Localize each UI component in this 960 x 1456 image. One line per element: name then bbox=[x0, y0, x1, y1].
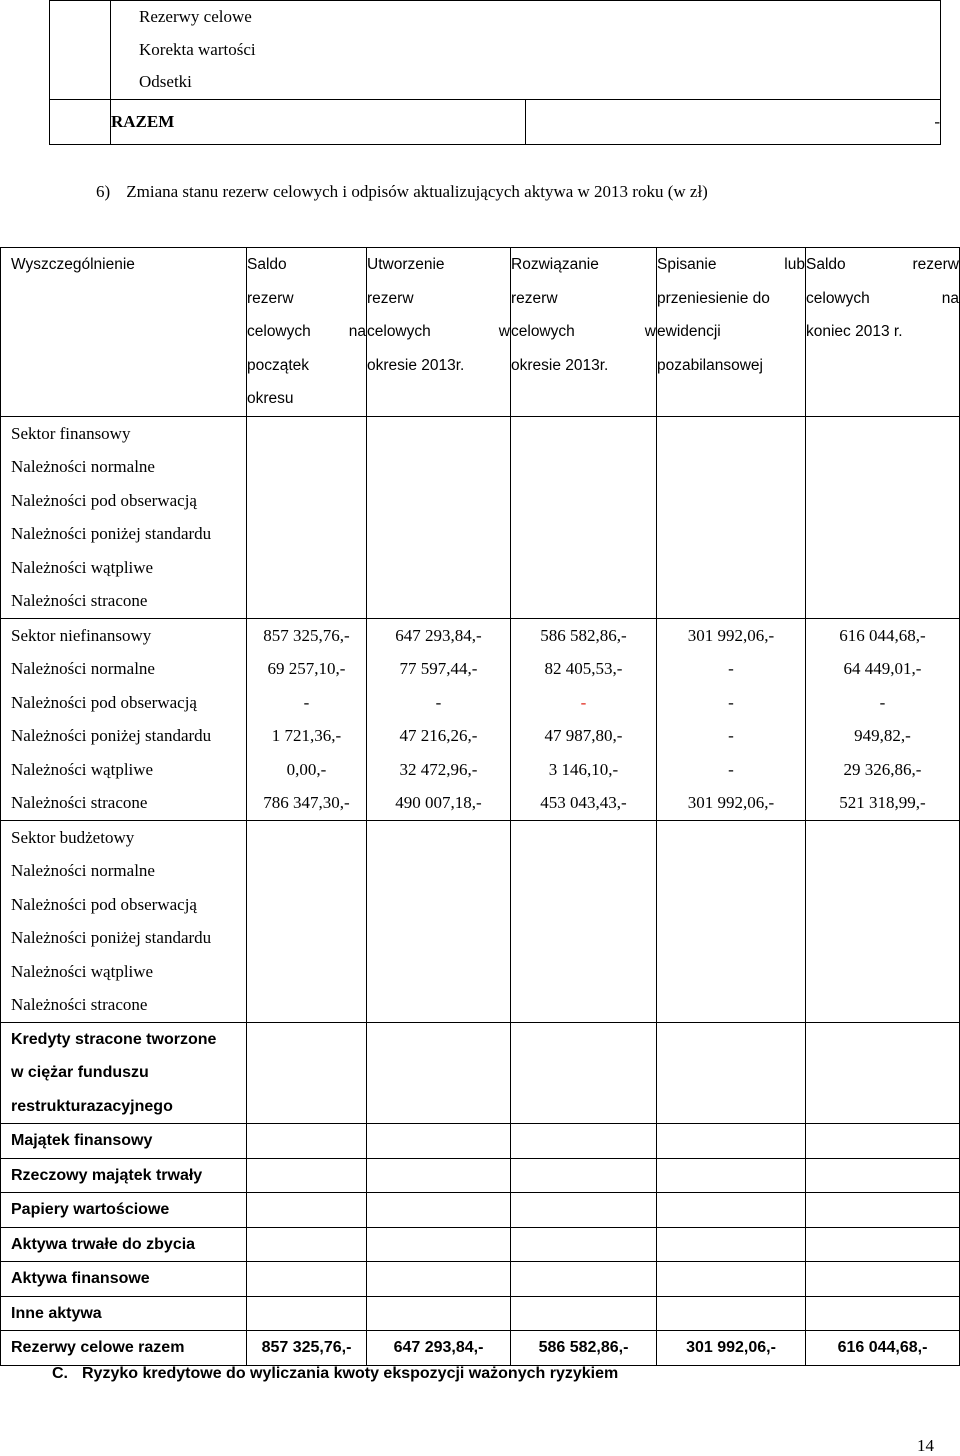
list-item: Korekta wartości bbox=[139, 39, 256, 59]
header-row bbox=[1, 248, 960, 417]
reserves-summary-table bbox=[49, 0, 941, 145]
section-number: 6) bbox=[96, 182, 111, 201]
table-row bbox=[1, 618, 960, 820]
reserves-list-cell bbox=[111, 1, 941, 100]
section-heading bbox=[96, 176, 708, 208]
table-row: Majątek finansowy bbox=[1, 1124, 960, 1159]
header-cell: Rozwiązanie rezerw celowych w okresie 2013r. bbox=[511, 248, 657, 417]
row-labels: Kredyty stracone tworzone w ciężar funduszu restrukturazacyjnego bbox=[1, 1022, 247, 1124]
table-row bbox=[1, 416, 960, 618]
summary-rozwiazanie: 586 582,86,- bbox=[511, 1331, 657, 1366]
table-row: Inne aktywa bbox=[1, 1296, 960, 1331]
list-item: Rezerwy celowe bbox=[139, 7, 252, 26]
table-row: Papiery wartościowe bbox=[1, 1193, 960, 1228]
summary-row: Rezerwy celowe razem 857 325,76,- 647 293,84,- 586 582,86,- 301 992,06,- 616 044,68,- bbox=[1, 1331, 960, 1366]
header-cell: Spisanie lub przeniesienie do ewidencji pozabilansowej bbox=[657, 248, 806, 417]
list-item: Odsetki bbox=[139, 72, 192, 91]
summary-saldo-poczatek: 857 325,76,- bbox=[247, 1331, 367, 1366]
summary-utworzenie: 647 293,84,- bbox=[367, 1331, 511, 1366]
row-labels: Sektor finansowy Należności normalne Należności pod obserwacją Należności poniżej standardu Należności wątpliwe Należności stracone bbox=[1, 416, 247, 618]
blank-cell bbox=[50, 1, 111, 100]
table-row: Aktywa trwałe do zbycia bbox=[1, 1227, 960, 1262]
total-label: RAZEM bbox=[111, 99, 526, 144]
utworzenie-values: 647 293,84,- 77 597,44,- - 47 216,26,- 32 472,96,- 490 007,18,- bbox=[367, 618, 511, 820]
header-cell: Saldo rezerw celowych na początek okresu bbox=[247, 248, 367, 417]
total-value: - bbox=[526, 99, 941, 144]
header-cell: Wyszczególnienie bbox=[1, 248, 247, 417]
section-c-heading bbox=[52, 1360, 618, 1388]
table-row bbox=[1, 820, 960, 1022]
saldo-koniec-values: 616 044,68,- 64 449,01,- - 949,82,- 29 326,86,- 521 318,99,- bbox=[806, 618, 960, 820]
row-labels: Sektor niefinansowy Należności normalne Należności pod obserwacją Należności poniżej standardu Należności wątpliwe Należności stracone bbox=[1, 618, 247, 820]
saldo-poczatek-values: 857 325,76,- 69 257,10,- - 1 721,36,- 0,00,- 786 347,30,- bbox=[247, 618, 367, 820]
blank-cell bbox=[50, 99, 111, 144]
summary-saldo-koniec: 616 044,68,- bbox=[806, 1331, 960, 1366]
table-row bbox=[1, 1022, 960, 1124]
table-row: Rzeczowy majątek trwały bbox=[1, 1158, 960, 1193]
reserves-change-table bbox=[0, 247, 960, 1366]
section-c-title: Ryzyko kredytowe do wyliczania kwoty ekspozycji ważonych ryzykiem bbox=[82, 1365, 619, 1382]
page-number: 14 bbox=[917, 1436, 934, 1455]
header-cell: Saldo rezerw celowych na koniec 2013 r. bbox=[806, 248, 960, 417]
rozwiazanie-values: 586 582,86,- 82 405,53,- - 47 987,80,- 3 146,10,- 453 043,43,- bbox=[511, 618, 657, 820]
row-labels: Sektor budżetowy Należności normalne Należności pod obserwacją Należności poniżej standardu Należności wątpliwe Należności stracone bbox=[1, 820, 247, 1022]
section-letter: C. bbox=[52, 1365, 68, 1382]
section-title: Zmiana stanu rezerw celowych i odpisów aktualizujących aktywa w 2013 roku (w zł) bbox=[126, 182, 708, 201]
header-cell: Utworzenie rezerw celowych w okresie 2013r. bbox=[367, 248, 511, 417]
spisanie-values: 301 992,06,- - - - - 301 992,06,- bbox=[657, 618, 806, 820]
summary-spisanie: 301 992,06,- bbox=[657, 1331, 806, 1366]
table-row: Aktywa finansowe bbox=[1, 1262, 960, 1297]
